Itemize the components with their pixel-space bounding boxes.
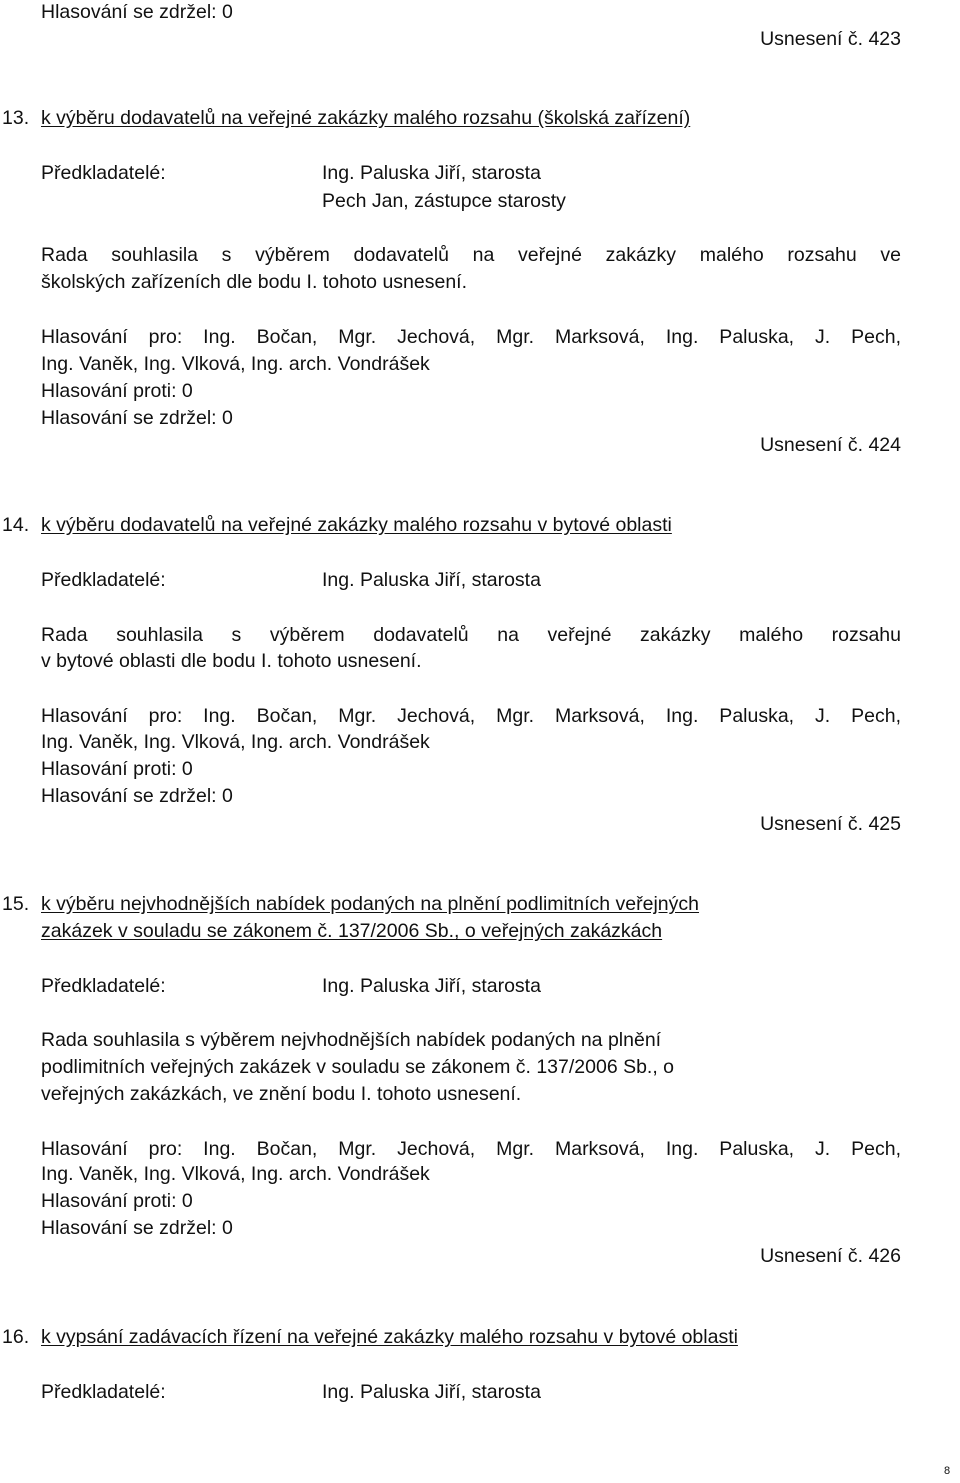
vote-for: Ing. Vaněk, Ing. Vlková, Ing. arch. Vondrášek [41,353,430,375]
vote-abstain: Hlasování se zdržel: 0 [41,1217,233,1239]
item-title: k výběru dodavatelů na veřejné zakázky malého rozsahu v bytové oblasti [41,514,672,536]
submitter-name: Ing. Paluska Jiří, starosta [322,975,541,997]
vote-against: Hlasování proti: 0 [41,1190,193,1212]
submitter-name: Ing. Paluska Jiří, starosta [322,162,541,184]
item-number: 16. [2,1326,30,1348]
resolution-number: Usnesení č. 423 [760,28,901,50]
resolution-number: Usnesení č. 424 [760,434,901,456]
submitter-name: Pech Jan, zástupce starosty [322,190,566,212]
vote-abstain: Hlasování se zdržel: 0 [41,785,233,807]
submitter-name: Ing. Paluska Jiří, starosta [322,569,541,591]
decision-text: Rada souhlasila s výběrem nejvhodnějších nabídek podaných na plnění [41,1029,662,1051]
resolution-number: Usnesení č. 426 [760,1245,901,1267]
vote-for: Hlasování pro: Ing. Bočan, Mgr. Jechová, Mgr. Marksová, Ing. Paluska, J. Pech, [41,326,901,348]
submitters-label: Předkladatelé: [41,569,166,591]
vote-abstain: Hlasování se zdržel: 0 [41,407,233,429]
item-number: 13. [2,107,30,129]
decision-text: Rada souhlasila s výběrem dodavatelů na veřejné zakázky malého rozsahu [41,624,901,646]
vote-against: Hlasování proti: 0 [41,758,193,780]
vote-for: Hlasování pro: Ing. Bočan, Mgr. Jechová, Mgr. Marksová, Ing. Paluska, J. Pech, [41,705,901,727]
vote-for: Ing. Vaněk, Ing. Vlková, Ing. arch. Vondrášek [41,731,430,753]
submitter-name: Ing. Paluska Jiří, starosta [322,1381,541,1403]
decision-text: školských zařízeních dle bodu I. tohoto usnesení. [41,271,468,293]
item-number: 15. [2,893,30,915]
submitters-label: Předkladatelé: [41,1381,166,1403]
resolution-number: Usnesení č. 425 [760,813,901,835]
item-title: k výběru nejvhodnějších nabídek podaných na plnění podlimitních veřejných [41,893,700,915]
vote-for: Hlasování pro: Ing. Bočan, Mgr. Jechová, Mgr. Marksová, Ing. Paluska, J. Pech, [41,1138,901,1160]
page-number: 8 [944,1465,951,1477]
submitters-label: Předkladatelé: [41,975,166,997]
decision-text: v bytové oblasti dle bodu I. tohoto usnesení. [41,650,422,672]
decision-text: podlimitních veřejných zakázek v souladu se zákonem č. 137/2006 Sb., o [41,1056,675,1078]
vote-against: Hlasování proti: 0 [41,380,193,402]
submitters-label: Předkladatelé: [41,162,166,184]
vote-for: Ing. Vaněk, Ing. Vlková, Ing. arch. Vondrášek [41,1163,430,1185]
item-title: zakázek v souladu se zákonem č. 137/2006 Sb., o veřejných zakázkách [41,920,663,942]
abstain-line: Hlasování se zdržel: 0 [41,1,233,23]
item-number: 14. [2,514,30,536]
decision-text: Rada souhlasila s výběrem dodavatelů na veřejné zakázky malého rozsahu ve [41,244,901,266]
item-title: k vypsání zadávacích řízení na veřejné zakázky malého rozsahu v bytové oblasti [41,1326,738,1348]
decision-text: veřejných zakázkách, ve znění bodu I. tohoto usnesení. [41,1083,522,1105]
item-title: k výběru dodavatelů na veřejné zakázky malého rozsahu (školská zařízení) [41,107,691,129]
